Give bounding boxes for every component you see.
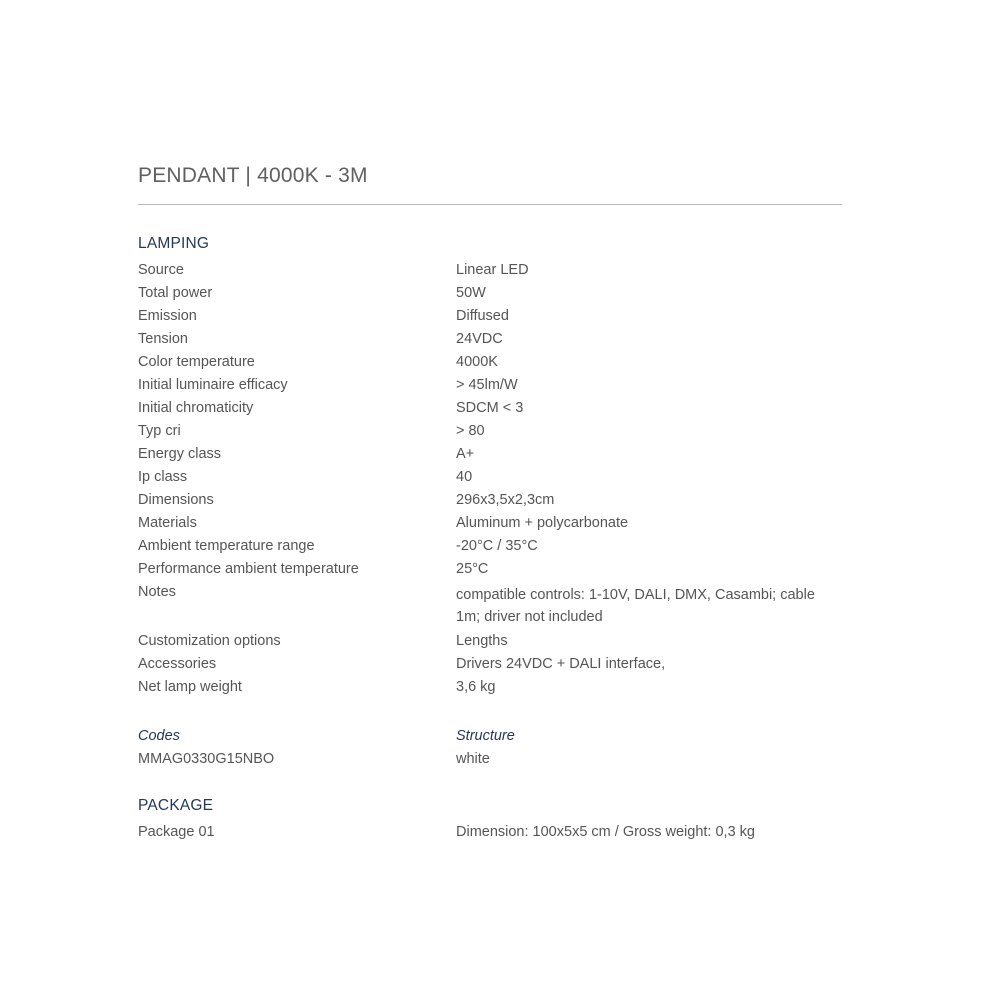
package-row (138, 821, 842, 844)
spec-row-materials (138, 512, 842, 535)
spec-label: Tension (138, 331, 188, 347)
spec-row-energy-class (138, 443, 842, 466)
spec-row-total-power (138, 282, 842, 305)
spec-label: Dimensions (138, 492, 214, 508)
structure-value: white (456, 751, 490, 767)
spec-row-emission (138, 305, 842, 328)
spec-value: Lengths (456, 633, 508, 649)
package-value: Dimension: 100x5x5 cm / Gross weight: 0,3 kg (456, 824, 755, 840)
spec-label: Emission (138, 308, 197, 324)
spec-value: 40 (456, 469, 473, 485)
spec-label: Total power (138, 285, 213, 301)
spec-value: 4000K (456, 354, 498, 370)
spec-value: Linear LED (456, 262, 529, 278)
spec-value: Diffused (456, 308, 509, 324)
spec-label: Initial luminaire efficacy (138, 377, 288, 393)
spec-label: Typ cri (138, 423, 181, 439)
spec-label: Net lamp weight (138, 679, 242, 695)
spec-value: compatible controls: 1-10V, DALI, DMX, Casambi; cable 1m; driver not included (456, 587, 815, 625)
title-divider (138, 204, 842, 205)
spec-row-dimensions (138, 489, 842, 512)
spec-value: 24VDC (456, 331, 503, 347)
spec-label: Customization options (138, 633, 281, 649)
spec-row-initial-chromaticity (138, 397, 842, 420)
spec-label: Ip class (138, 469, 188, 485)
spec-value: 25°C (456, 561, 489, 577)
codes-heading: Codes (138, 728, 180, 744)
spec-label: Accessories (138, 656, 217, 672)
spec-row-source (138, 259, 842, 282)
spec-value: 50W (456, 285, 486, 301)
lamping-heading: LAMPING (138, 235, 210, 252)
spec-value: A+ (456, 446, 475, 462)
spec-row-color-temperature (138, 351, 842, 374)
structure-heading: Structure (456, 728, 515, 744)
spec-value: Drivers 24VDC + DALI interface, (456, 656, 666, 672)
spec-row-customization-options (138, 630, 842, 653)
spec-value: Aluminum + polycarbonate (456, 515, 629, 531)
codes-value: MMAG0330G15NBO (138, 751, 275, 767)
spec-value: -20°C / 35°C (456, 538, 538, 554)
spec-value: > 80 (456, 423, 485, 439)
spec-value: SDCM < 3 (456, 400, 524, 416)
codes-block (138, 725, 274, 771)
spec-row-performance-ambient-temperature (138, 558, 842, 581)
spec-row-accessories (138, 653, 842, 676)
package-heading: PACKAGE (138, 797, 214, 814)
spec-value: 3,6 kg (456, 679, 496, 695)
spec-row-initial-luminaire-efficacy (138, 374, 842, 397)
package-label: Package 01 (138, 824, 215, 840)
spec-value: > 45lm/W (456, 377, 518, 393)
spec-label: Source (138, 262, 184, 278)
spec-label: Performance ambient temperature (138, 561, 359, 577)
lamping-spec-table (138, 259, 842, 699)
spec-label: Energy class (138, 446, 222, 462)
spec-row-notes (138, 581, 842, 630)
spec-row-tension (138, 328, 842, 351)
spec-row-ip-class (138, 466, 842, 489)
spec-label: Materials (138, 515, 197, 531)
spec-row-typ-cri (138, 420, 842, 443)
spec-value: 296x3,5x2,3cm (456, 492, 555, 508)
page-title: PENDANT | 4000K - 3M (138, 164, 368, 187)
spec-label: Color temperature (138, 354, 255, 370)
spec-label: Ambient temperature range (138, 538, 315, 554)
spec-row-net-lamp-weight (138, 676, 842, 699)
spec-label: Initial chromaticity (138, 400, 254, 416)
structure-block (456, 725, 515, 771)
spec-row-ambient-temperature-range (138, 535, 842, 558)
spec-label: Notes (138, 584, 176, 600)
